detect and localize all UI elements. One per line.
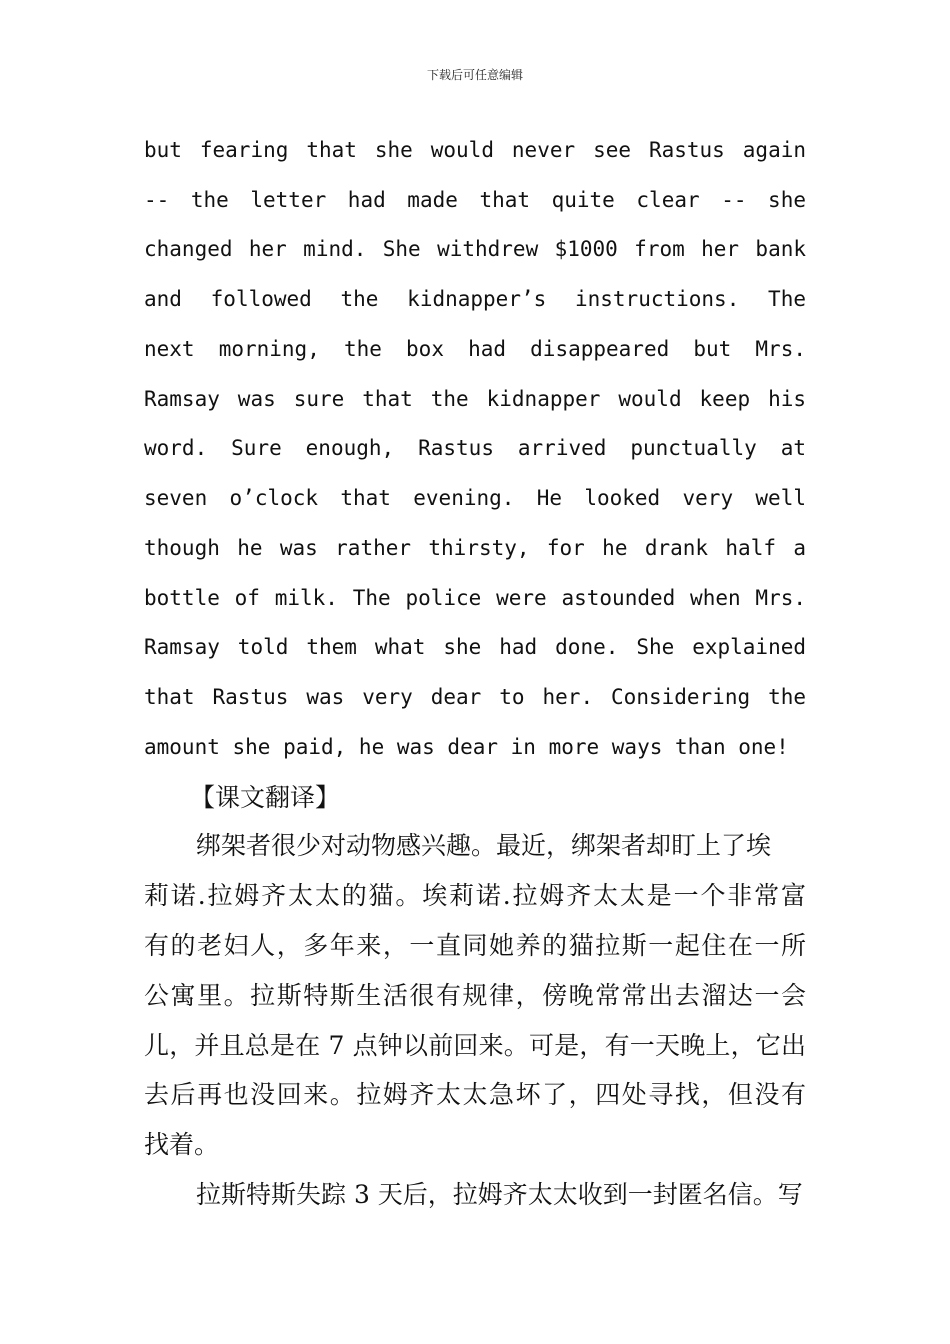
- english-line: next morning, the box had disappeared but Mrs.: [144, 337, 806, 361]
- english-line: that Rastus was very dear to her. Considering the: [144, 685, 806, 709]
- english-line: though he was rather thirsty, for he drank half a: [144, 536, 806, 560]
- chinese-line: 儿，并且总是在 7 点钟以前回来。可是，有一天晚上，它出: [144, 1031, 806, 1060]
- english-line: changed her mind. She withdrew $1000 from her bank: [144, 237, 806, 261]
- english-line: seven o’clock that evening. He looked very well: [144, 486, 806, 510]
- chinese-line: 拉斯特斯失踪 3 天后，拉姆齐太太收到一封匿名信。写: [196, 1180, 803, 1209]
- english-line: amount she paid, he was dear in more ways than one!: [144, 735, 789, 759]
- english-line: Ramsay told them what she had done. She explained: [144, 635, 806, 659]
- chinese-line: 去后再也没回来。拉姆齐太太急坏了，四处寻找，但没有: [144, 1080, 806, 1109]
- chinese-line: 有的老妇人，多年来，一直同她养的猫拉斯一起住在一所: [144, 931, 806, 960]
- chinese-line: 绑架者很少对动物感兴趣。最近，绑架者却盯上了埃: [196, 831, 772, 860]
- chinese-line: 找着。: [144, 1130, 220, 1159]
- english-line: word. Sure enough, Rastus arrived punctually at: [144, 436, 806, 460]
- english-line: but fearing that she would never see Rastus again: [144, 138, 806, 162]
- translation-heading: 【课文翻译】: [190, 783, 341, 812]
- english-line: bottle of milk. The police were astounded when Mrs.: [144, 586, 806, 610]
- chinese-line: 莉诺.拉姆齐太太的猫。埃莉诺.拉姆齐太太是一个非常富: [144, 881, 806, 910]
- english-line: and followed the kidnapper’s instructions. The: [144, 287, 806, 311]
- page-header: 下载后可任意编辑: [426, 68, 523, 82]
- english-line: Ramsay was sure that the kidnapper would keep his: [144, 387, 806, 411]
- chinese-line: 公寓里。拉斯特斯生活很有规律，傍晚常常出去溜达一会: [144, 981, 806, 1010]
- english-line: -- the letter had made that quite clear -- she: [144, 188, 806, 212]
